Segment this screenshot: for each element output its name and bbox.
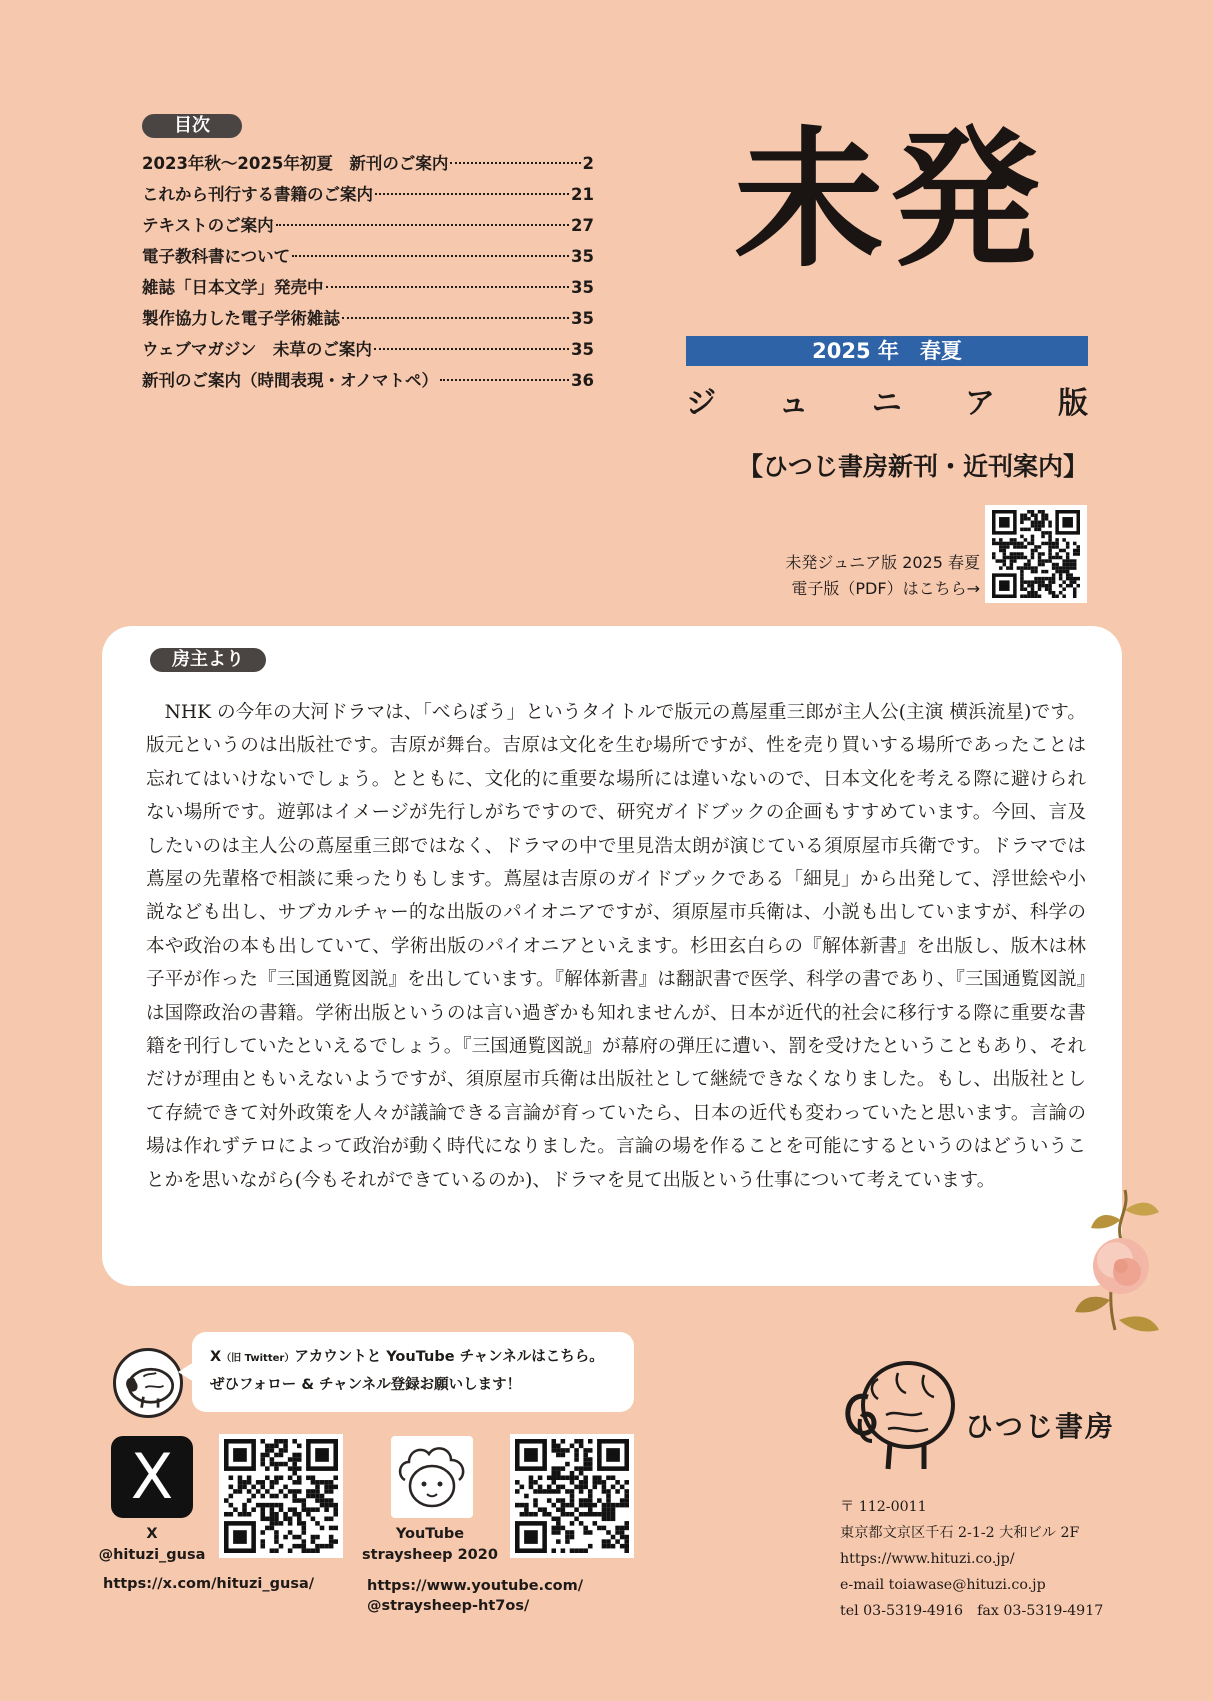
toc-heading: 目次 [142,114,242,138]
edition-label: ジュニア版 [686,386,1088,421]
youtube-url-line2: @straysheep-ht7os/ [367,1598,530,1614]
publisher-name: ひつじ書房 [965,1410,1116,1443]
toc-item-page: 35 [571,247,594,266]
toc-leader-dots [326,286,570,288]
youtube-name: YouTube [395,1526,465,1542]
postal-code: 〒 112-0011 [840,1499,927,1515]
bubble-line1-rest: アカウントと YouTube チャンネルはこちら。 [294,1349,604,1365]
youtube-sheep-logo-icon[interactable] [391,1436,473,1518]
toc-leader-dots [375,193,569,195]
toc-leader-dots [342,317,569,319]
toc-item[interactable] [142,241,594,272]
toc-leader-dots [374,348,569,350]
bubble-x-note: （旧 Twitter） [221,1353,295,1364]
youtube-url-line1: https://www.youtube.com/ [367,1578,584,1594]
publisher-contact [840,1494,1180,1624]
qr-code-graphic [515,1439,629,1553]
toc-item[interactable] [142,148,594,179]
magazine-title: 未発 [733,112,1046,288]
street-address: 東京都文京区千石 2-1-2 大和ビル 2F [840,1525,1080,1541]
message-body: NHK の今年の大河ドラマは、「べらぼう」というタイトルで版元の蔦屋重三郎が主人公(主演 横浜流星)です。版元というのは出版社です。吉原が舞台。吉原は文化を生む場所ですが、性を売り買いする場所であったことは忘れてはいけないでしょう。とともに、文化的に重要な場所には違いないので、日本文化を考える際に避けられない場所です。遊郭はイメージが先行しがちですので、研究ガイドブックの企画もすすめています。今回、言及したいのは主人公の蔦屋重三郎ではなく、ドラマの中で里見浩太朗が演じている須原屋市兵衛です。ドラマでは蔦屋の先輩格で相談に乗ったりもします。蔦屋は吉原のガイドブックである「細見」から出発して、浮世絵や小説なども出し、サブカルチャー的な出版のパイオニアですが、須原屋市兵衛は、小説も出していますが、科学の本や政治の本も出していて、学術出版のパイオニアといえます。杉田玄白らの『解体新書』を出版し、版木は林子平が作った『三国通覧図説』を出しています。『解体新書』は翻訳書で医学、科学の書であり、『三国通覧図説』は国際政治の書籍。学術出版というのは言い過ぎかも知れませんが、日本が近代的社会に移行する際に重要な書籍を刊行していたといえるでしょう。『三国通覧図説』が幕府の弾圧に遭い、罰を受けたということもあり、それだけが理由ともいえないようですが、須原屋市兵衛は出版社として継続できなくなりました。もし、出版社として存続できて対外政策を人々が議論できる言論が育っていたら、日本の近代も変わっていたと思います。言論の場は作れずテロによって政治が動く時代になりました。言論の場を作ることを可能にするというのはどういうことかを思いながら(今もそれができているのか)、ドラマを見て出版という仕事について考えています。 [146,702,1086,1191]
phone-fax: tel 03-5319-4916 fax 03-5319-4917 [840,1603,1104,1619]
bubble-x-label: X [210,1349,222,1365]
toc-item-page: 35 [571,340,594,359]
qr-code-graphic [224,1439,338,1553]
toc-leader-dots [450,162,580,164]
pdf-note [680,550,980,602]
toc-item-label: ウェブマガジン 未草のご案内 [142,340,372,359]
pdf-note-line2: 電子版（PDF）はこちら→ [791,579,980,598]
toc-item-label: 新刊のご案内（時間表現・オノマトペ） [142,371,439,390]
toc-item-label: テキストのご案内 [142,216,274,235]
toc-leader-dots [292,255,569,257]
catalog-subtitle: 【ひつじ書房新刊・近刊案内】 [737,452,1088,481]
toc-item-page: 27 [571,216,594,235]
x-qr-code[interactable] [219,1434,343,1558]
toc-item-page: 36 [571,371,594,390]
toc-item[interactable] [142,179,594,210]
toc-item-page: 35 [571,278,594,297]
qr-code-graphic [990,510,1082,598]
bubble-line2: ぜひフォロー & チャンネル登録お願いします！ [210,1377,522,1393]
toc-item-label: これから刊行する書籍のご案内 [142,185,373,204]
peony-illustration [1055,1180,1185,1350]
youtube-label-block [355,1524,505,1566]
youtube-url-link[interactable] [367,1576,583,1616]
message-heading: 房主より [150,648,266,672]
toc-item[interactable] [142,365,594,396]
pdf-note-line1: 未発ジュニア版 2025 春夏 [785,553,980,572]
x-name: X [146,1526,158,1542]
social-follow-bubble [192,1332,634,1412]
toc-item[interactable] [142,334,594,365]
x-label-block [92,1524,212,1566]
publisher-sheep-logo [838,1345,958,1475]
toc-item-label: 雑誌「日本文学」発売中 [142,278,324,297]
sheep-mascot-icon [113,1348,183,1418]
youtube-handle: straysheep 2020 [362,1547,498,1563]
website-link[interactable]: https://www.hituzi.co.jp/ [840,1551,1015,1567]
publisher-message-card [102,626,1122,1286]
toc-item[interactable] [142,303,594,334]
toc-item-label: 2023年秋〜2025年初夏 新刊のご案内 [142,154,449,173]
table-of-contents [142,114,594,396]
youtube-qr-code[interactable] [510,1434,634,1558]
toc-item-page: 2 [582,154,594,173]
toc-item[interactable] [142,272,594,303]
x-handle: @hituzi_gusa [98,1547,206,1563]
x-logo-icon[interactable]: X [111,1436,193,1518]
toc-item-label: 電子教科書について [142,247,291,266]
toc-item[interactable] [142,210,594,241]
toc-item-label: 製作協力した電子学術雑誌 [142,309,340,328]
toc-item-page: 21 [571,185,594,204]
x-url-link[interactable]: https://x.com/hituzi_gusa/ [103,1576,315,1592]
toc-leader-dots [276,224,569,226]
toc-leader-dots [440,379,569,381]
email-link[interactable]: e-mail toiawase@hituzi.co.jp [840,1577,1046,1593]
toc-item-page: 35 [571,309,594,328]
bubble-line1 [210,1344,634,1372]
toc-list [142,148,594,396]
issue-year-bar: 2025 年 春夏 [686,336,1088,366]
pdf-qr-code[interactable] [985,505,1087,603]
